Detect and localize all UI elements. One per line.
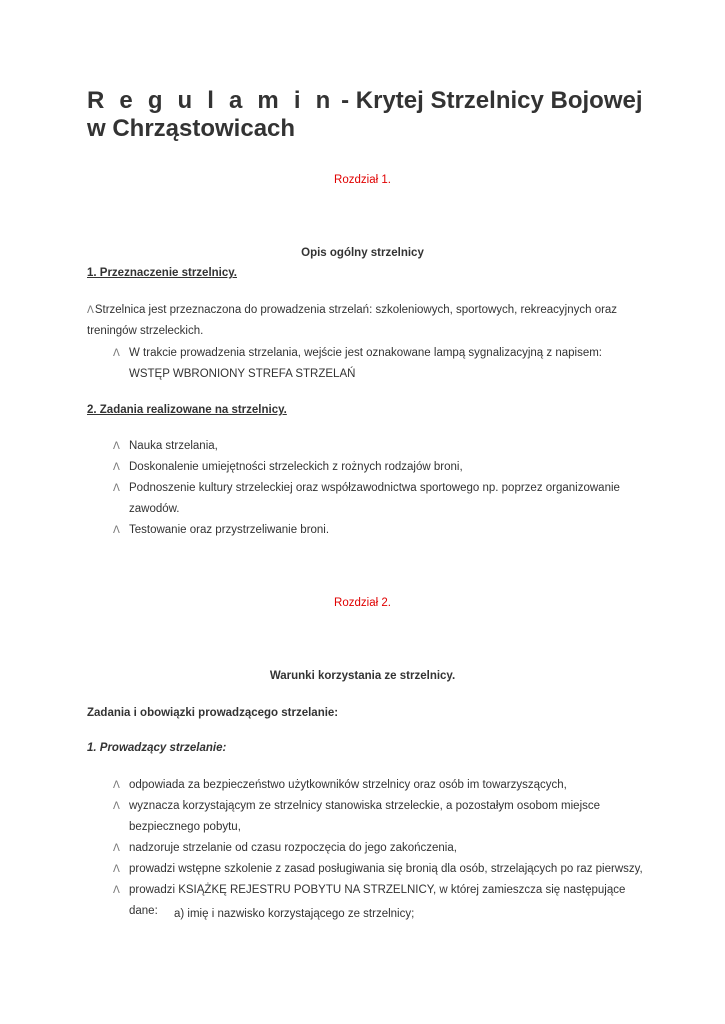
section-1-heading: 1. Przeznaczenie strzelnicy. [87, 267, 237, 279]
list-item-text: wyznacza korzystającym ze strzelnicy stanowiska strzeleckie, a pozostałym osobom miejsce bezpiecznego pobytu, [129, 800, 601, 833]
list-item-text: prowadzi KSIĄŻKĘ REJESTRU POBYTU NA STRZELNICY, w której zamieszcza się następujące dane: [129, 884, 626, 917]
chapter-2-heading: Warunki korzystania ze strzelnicy. [269, 670, 456, 682]
triangle-bullet-icon: ᐱ [113, 441, 120, 452]
triangle-bullet-icon: ᐱ [113, 483, 120, 494]
triangle-bullet-icon: ᐱ [113, 843, 120, 854]
list-item [113, 796, 643, 838]
triangle-bullet-icon: ᐱ [113, 462, 120, 473]
paragraph-text: Strzelnica jest przeznaczona do prowadzenia strzelań: szkoleniowych, sportowych, rekreacyjnych oraz treningów strzeleckich. [87, 304, 618, 337]
list-item [113, 775, 643, 796]
chapter-2-subheading: Zadania i obowiązki prowadzącego strzelanie: [87, 707, 339, 719]
list-item [113, 478, 643, 520]
triangle-bullet-icon: ᐱ [113, 801, 120, 812]
section-1-paragraph [87, 300, 647, 342]
title-rest: - Krytej Strzelnicy Bojowej [334, 87, 643, 114]
list-item [113, 436, 643, 457]
list-item-text: Doskonalenie umiejętności strzeleckich z rożnych rodzajów broni, [129, 461, 463, 473]
title-line2: w Chrząstowicach [87, 115, 296, 142]
list-item [113, 457, 643, 478]
list-item [113, 838, 643, 859]
list-item-text: nadzoruje strzelanie od czasu rozpoczęcia do jego zakończenia, [129, 842, 457, 854]
chapter-2-label: Rozdział 2. [334, 597, 391, 609]
triangle-bullet-icon: ᐱ [113, 885, 120, 896]
triangle-bullet-icon: ᐱ [87, 305, 94, 316]
sub-list-item: a) imię i nazwisko korzystającego ze strzelnicy; [174, 908, 415, 920]
document-title [87, 87, 647, 143]
list-item-text: W trakcie prowadzenia strzelania, wejście jest oznakowane lampą sygnalizacyjną z napisem: WSTĘP WBRONIONY STREFA STRZELAŃ [129, 347, 602, 380]
list-item-text: Podnoszenie kultury strzeleckiej oraz współzawodnictwa sportowego np. poprzez organizowanie zawodów. [129, 482, 620, 515]
section-1-heading: 1. Prowadzący strzelanie: [87, 742, 227, 754]
list-item-text: prowadzi wstępne szkolenie z zasad posługiwania się bronią dla osób, strzelających po raz pierwszy, [129, 863, 643, 875]
list-item-text: Testowanie oraz przystrzeliwanie broni. [129, 524, 330, 536]
list-item [113, 520, 643, 541]
chapter-1-heading: Opis ogólny strzelnicy [301, 247, 424, 259]
triangle-bullet-icon: ᐱ [113, 864, 120, 875]
chapter-1-label: Rozdział 1. [334, 174, 391, 186]
list-item [113, 343, 643, 385]
list-item [113, 859, 643, 880]
list-item-text: odpowiada za bezpieczeństwo użytkowników strzelnicy oraz osób im towarzyszących, [129, 779, 567, 791]
list-item-text: Nauka strzelania, [129, 440, 218, 452]
triangle-bullet-icon: ᐱ [113, 780, 120, 791]
section-2-heading: 2. Zadania realizowane na strzelnicy. [87, 404, 287, 416]
title-spaced-word: R e g u l a m i n [87, 87, 335, 114]
triangle-bullet-icon: ᐱ [113, 348, 120, 359]
triangle-bullet-icon: ᐱ [113, 525, 120, 536]
